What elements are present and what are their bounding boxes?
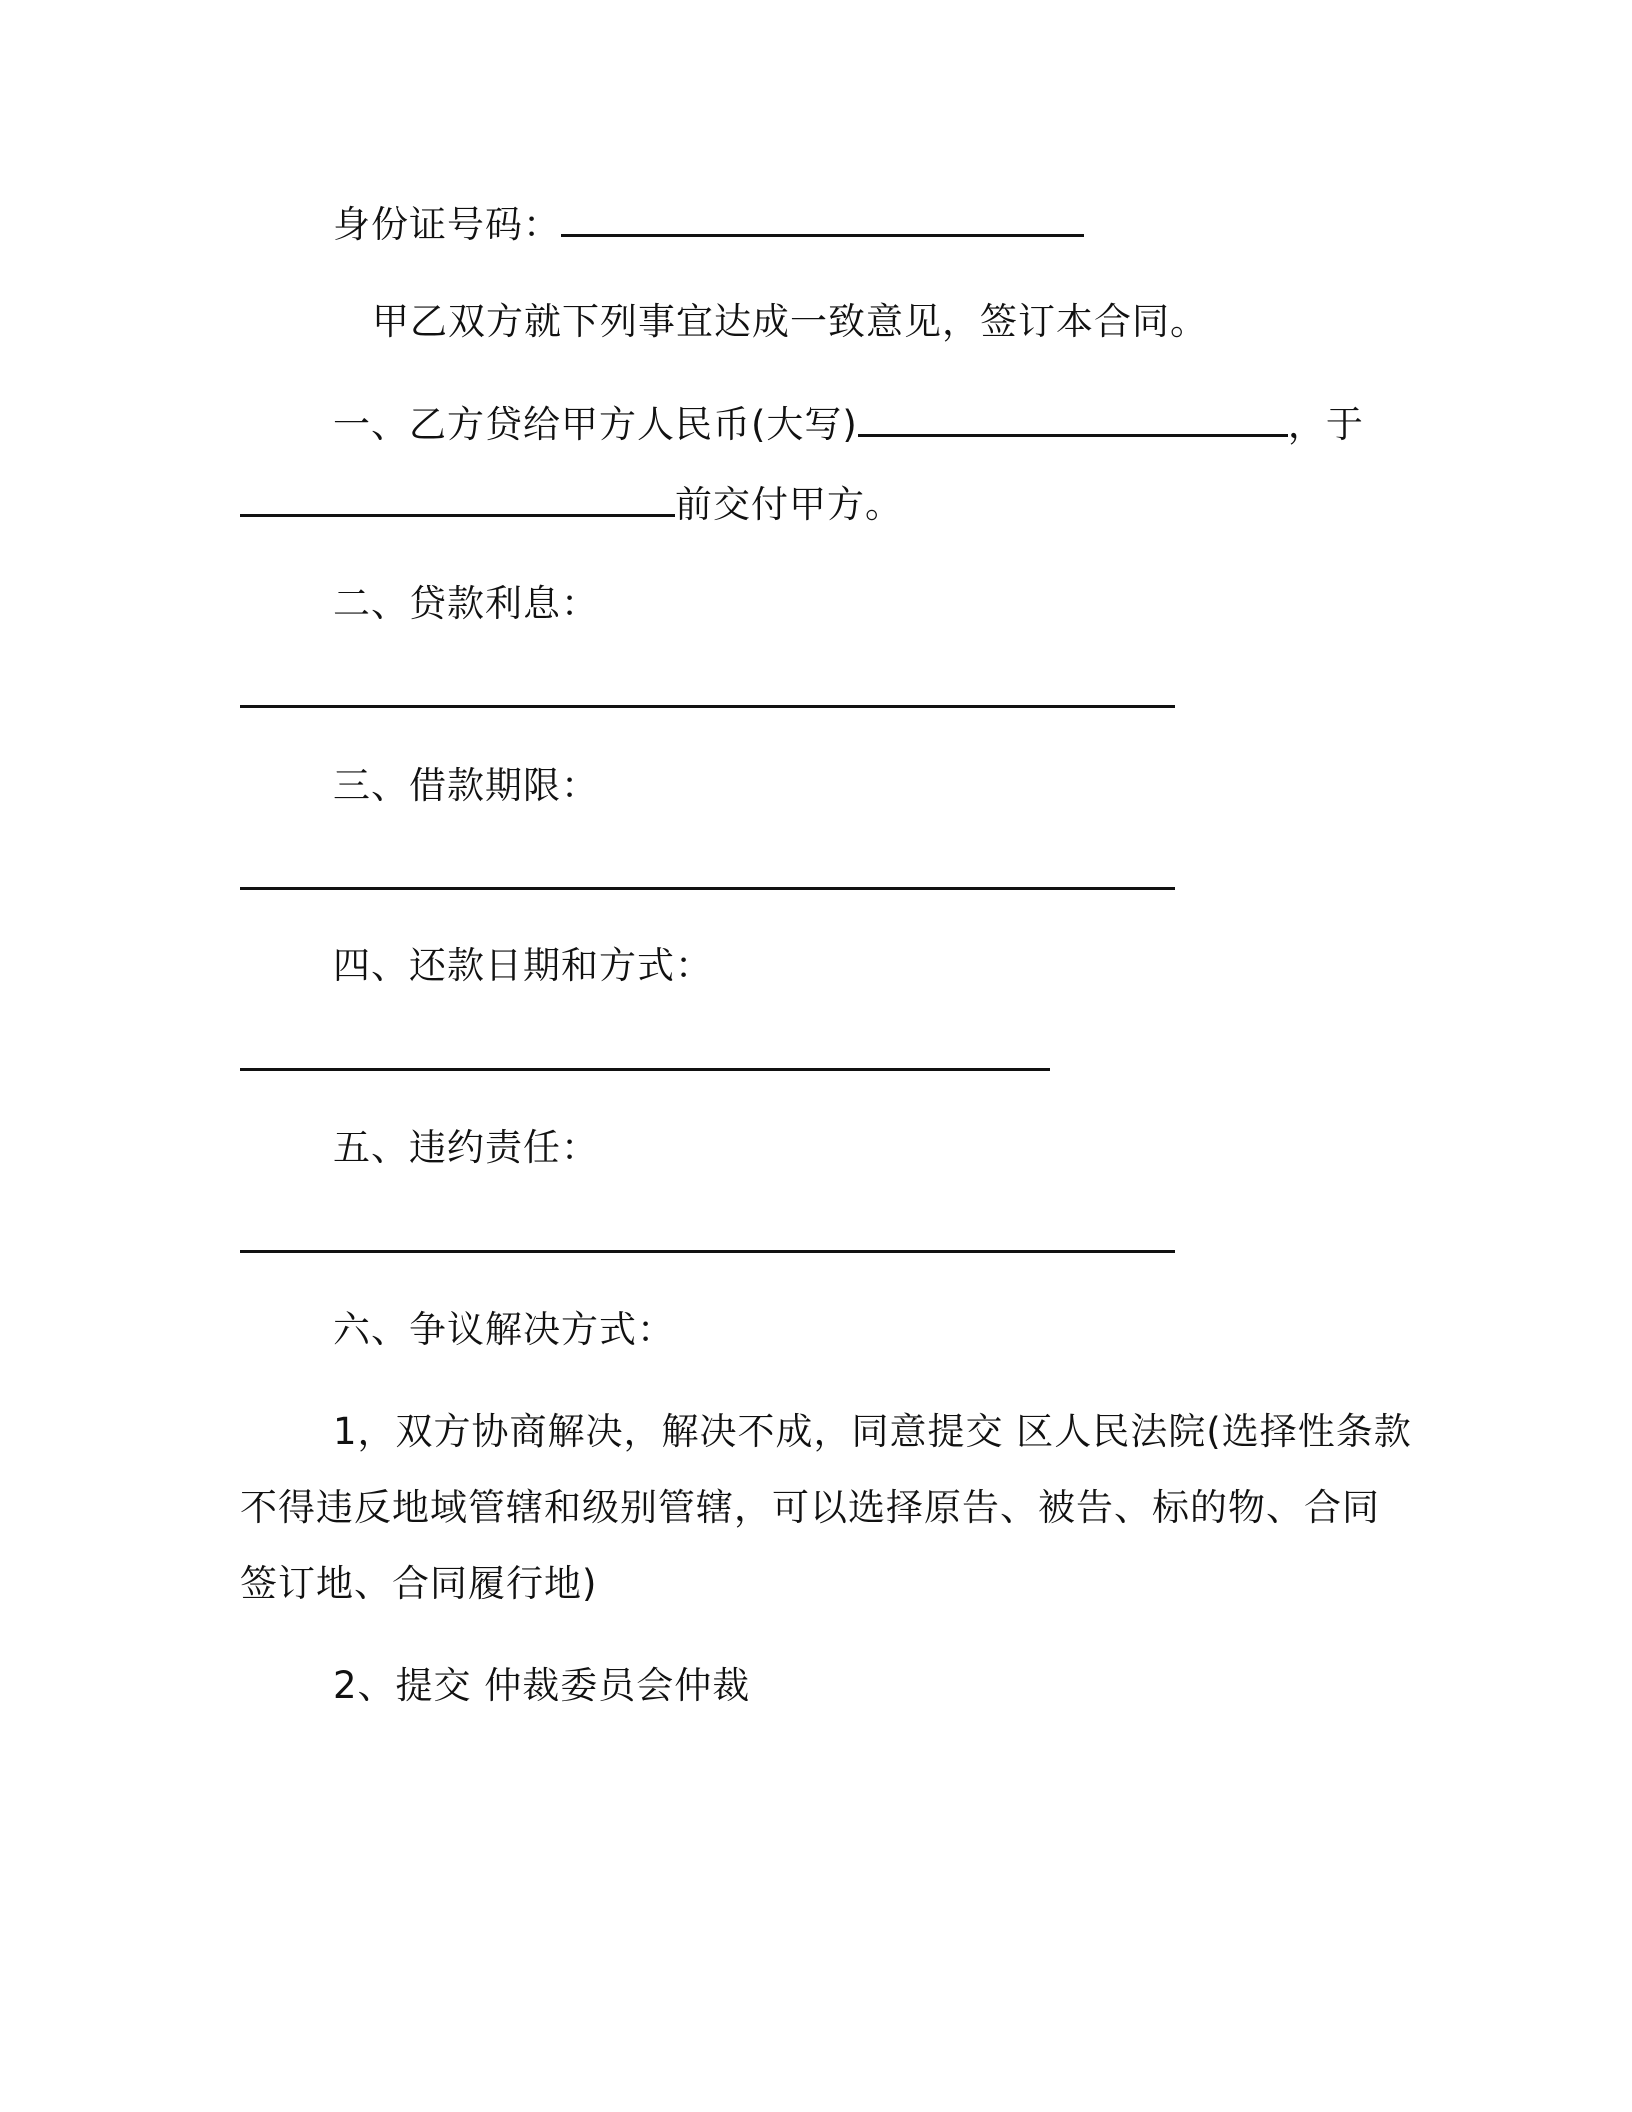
section-4-blank-line [240,1068,1050,1071]
id-number-line [333,200,1084,249]
section-3-title: 三、借款期限： [333,764,599,807]
section-2-title: 二、贷款利息： [333,582,599,625]
delivery-date-blank [240,480,675,517]
section-1-prefix: 一、乙方贷给甲方人民币(大写) [333,403,858,446]
section-1-line-1 [333,400,1364,449]
section-3-blank-line [240,887,1175,890]
section-5-title: 五、违约责任： [333,1126,599,1169]
section-4-title: 四、还款日期和方式： [333,944,713,987]
section-1-suffix: 前交付甲方。 [675,483,903,526]
section-5-blank-line [240,1250,1175,1253]
section-6-item-2: 2、提交 仲裁委员会仲裁 [333,1664,751,1707]
section-6-item-1-line-3: 签订地、合同履行地) [240,1562,598,1605]
section-1-line-2 [240,480,903,529]
section-1-mid: ，于 [1287,403,1364,446]
loan-amount-blank [858,400,1288,437]
intro-paragraph: 甲乙双方就下列事宜达成一致意见，签订本合同。 [372,300,1208,343]
section-6-item-1-line-2: 不得违反地域管辖和级别管辖，可以选择原告、被告、标的物、合同 [240,1486,1380,1529]
id-number-blank [561,200,1084,237]
id-number-label: 身份证号码： [333,203,561,246]
section-2-blank-line [240,705,1175,708]
section-6-item-1-line-1: 1，双方协商解决，解决不成，同意提交 区人民法院(选择性条款 [333,1410,1412,1453]
section-6-title: 六、争议解决方式： [333,1308,675,1351]
